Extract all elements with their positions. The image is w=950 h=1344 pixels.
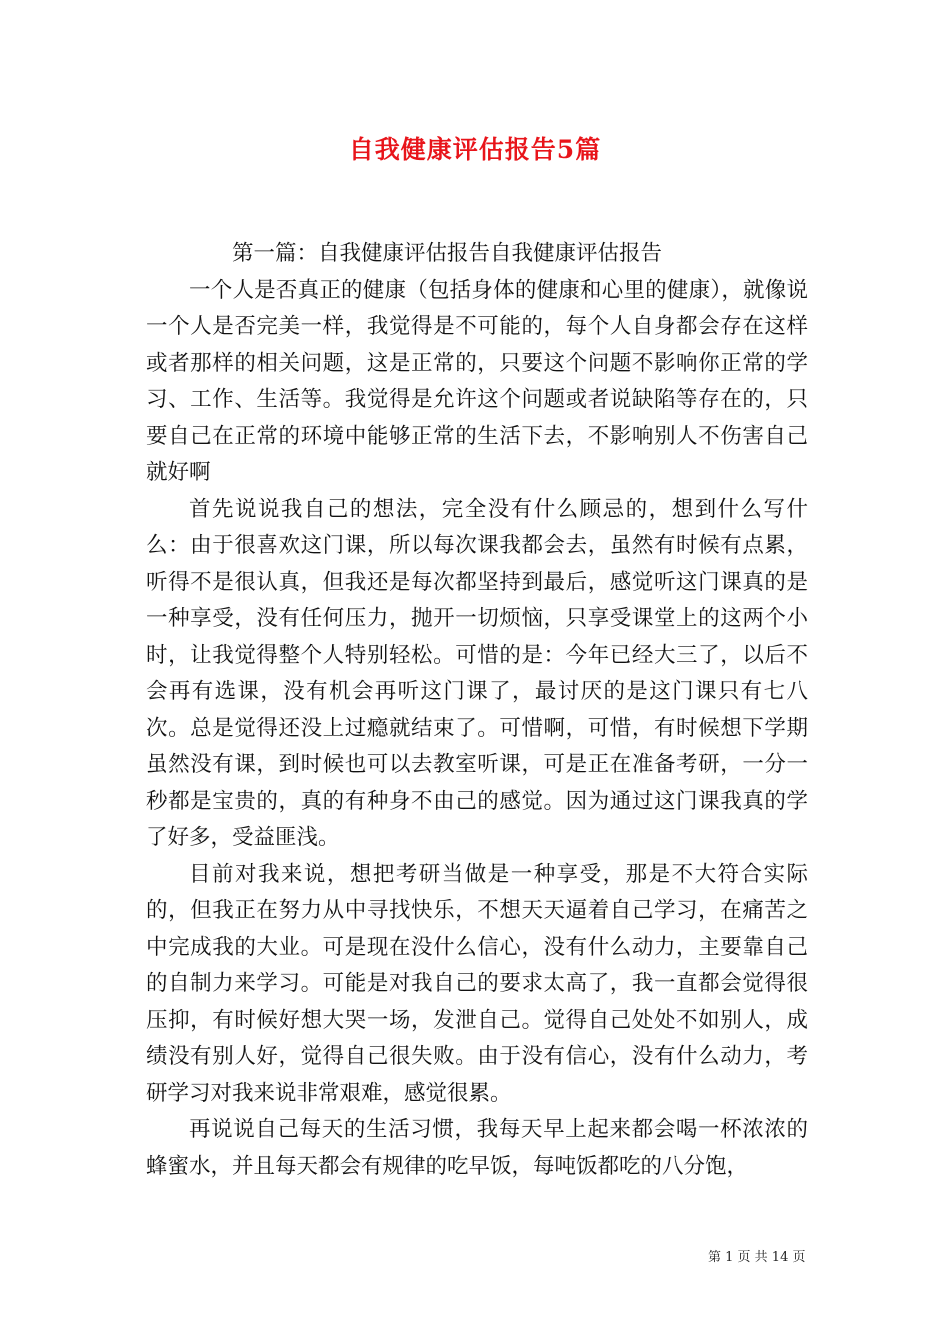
page-number-footer: 第 1 页 共 14 页 bbox=[708, 1250, 806, 1265]
paragraph-2: 首先说说我自己的想法，完全没有什么顾忌的，想到什么写什么：由于很喜欢这门课，所以每次课我都会去，虽然有时候有点累，听得不是很认真，但我还是每次都坚持到最后，感觉听这门课真的是一种享受，没有任何压力，抛开一切烦恼，只享受课堂上的这两个小时，让我觉得整个人特别轻松。可惜的是：今年已经大三了，以后不会再有选课，没有机会再听这门课了，最讨厌的是这门课只有七八次。总是觉得还没上过瘾就结束了。可惜啊，可惜，有时候想下学期虽然没有课，到时候也可以去教室听课，可是正在准备考研，一分一秒都是宝贵的，真的有种身不由己的感觉。因为通过这门课我真的学了好多，受益匪浅。 bbox=[146, 496, 808, 850]
paragraph-1: 一个人是否真正的健康（包括身体的健康和心里的健康），就像说一个人是否完美一样，我觉得是不可能的，每个人自身都会存在这样或者那样的相关问题，这是正常的，只要这个问题不影响你正常的学习、工作、生活等。我觉得是允许这个问题或者说缺陷等存在的，只要自己在正常的环境中能够正常的生活下去，不影响别人不伤害自己就好啊 bbox=[146, 277, 808, 485]
document-body bbox=[146, 236, 808, 1185]
section-heading: 第一篇：自我健康评估报告自我健康评估报告 bbox=[232, 241, 663, 266]
paragraph-3: 目前对我来说，想把考研当做是一种享受，那是不大符合实际的，但我正在努力从中寻找快乐，不想天天逼着自己学习，在痛苦之中完成我的大业。可是现在没什么信心，没有什么动力，主要靠自己的自制力来学习。可能是对我自己的要求太高了，我一直都会觉得很压抑，有时候好想大哭一场，发泄自己。觉得自己处处不如别人，成绩没有别人好，觉得自己很失败。由于没有信心，没有什么动力，考研学习对我来说非常艰难，感觉很累。 bbox=[146, 861, 808, 1106]
paragraph-4: 再说说自己每天的生活习惯，我每天早上起来都会喝一杯浓浓的蜂蜜水，并且每天都会有规律的吃早饭，每吨饭都吃的八分饱， bbox=[146, 1117, 808, 1179]
document-title: 自我健康评估报告5篇 bbox=[348, 135, 602, 164]
